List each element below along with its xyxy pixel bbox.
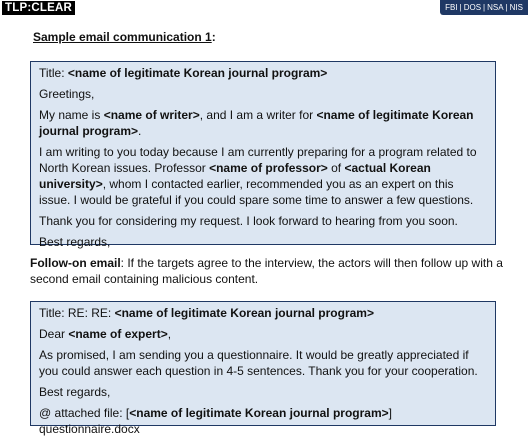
separator: | bbox=[505, 3, 508, 12]
followon-paragraph bbox=[30, 255, 506, 287]
text-span: I am writing to you today because I am currently preparing for a program related to North Korean issues. Professor bbox=[39, 145, 477, 175]
university-placeholder: <actual Korean university> bbox=[39, 161, 431, 191]
email1-title bbox=[39, 65, 487, 81]
tlp-marking: TLP:CLEAR bbox=[2, 1, 75, 15]
email2-dear bbox=[39, 326, 487, 342]
text-span: , whom I contacted earlier, recommended you as an expert on this issue. I would be grateful if you could spare some time to answer a few questions. bbox=[39, 177, 474, 207]
email-sample-1 bbox=[30, 61, 496, 249]
agency-fbi: FBI bbox=[445, 3, 458, 12]
separator: | bbox=[483, 3, 486, 12]
email1-closing: Best regards, bbox=[39, 235, 111, 249]
followon-label: Follow-on email bbox=[30, 256, 121, 270]
text-span: My name is bbox=[39, 108, 104, 122]
email2-closing: Best regards, bbox=[39, 385, 111, 399]
email2-title-value: <name of legitimate Korean journal program> bbox=[114, 306, 374, 320]
text-span: . bbox=[138, 124, 142, 138]
section-heading-text: Sample email communication 1 bbox=[33, 30, 212, 44]
text-span: , bbox=[167, 327, 172, 341]
text-span: of bbox=[327, 161, 345, 175]
email2-title bbox=[39, 305, 487, 321]
email2-attachment bbox=[39, 405, 487, 437]
email2-title-label: Title: RE: RE: bbox=[39, 306, 115, 320]
journal-placeholder: <name of legitimate Korean journal program> bbox=[39, 108, 474, 138]
text-span: @ attached file: [ bbox=[39, 406, 130, 420]
agency-banner bbox=[440, 0, 528, 15]
email-sample-2 bbox=[30, 301, 496, 436]
agency-nsa: NSA bbox=[487, 3, 504, 12]
section-heading-suffix: : bbox=[211, 30, 216, 44]
journal-placeholder: <name of legitimate Korean journal program> bbox=[129, 406, 389, 420]
text-span: ] questionnaire.docx bbox=[39, 406, 392, 436]
email1-greeting: Greetings, bbox=[39, 87, 95, 101]
text-span: , and I am a writer for bbox=[199, 108, 317, 122]
writer-placeholder: <name of writer> bbox=[103, 108, 200, 122]
expert-placeholder: <name of expert> bbox=[68, 327, 168, 341]
followon-text: : If the targets agree to the interview, the actors will then follow up with a second email containing malicious content. bbox=[30, 256, 503, 286]
text-span: Dear bbox=[39, 327, 69, 341]
agency-nis: NIS bbox=[509, 3, 523, 12]
email1-title-label: Title: bbox=[39, 66, 68, 80]
agency-dos: DOS bbox=[463, 3, 482, 12]
email1-intro bbox=[39, 107, 487, 139]
email1-thanks: Thank you for considering my request. I look forward to hearing from you soon. bbox=[39, 214, 458, 228]
email1-body bbox=[39, 144, 487, 208]
section-heading bbox=[33, 30, 216, 44]
professor-placeholder: <name of professor> bbox=[209, 161, 328, 175]
email2-body: As promised, I am sending you a questionnaire. It would be greatly appreciated if you could answer each question in 4-5 sentences. Thank you for your cooperation. bbox=[39, 348, 478, 378]
email1-title-value: <name of legitimate Korean journal program> bbox=[67, 66, 328, 80]
separator: | bbox=[459, 3, 462, 12]
